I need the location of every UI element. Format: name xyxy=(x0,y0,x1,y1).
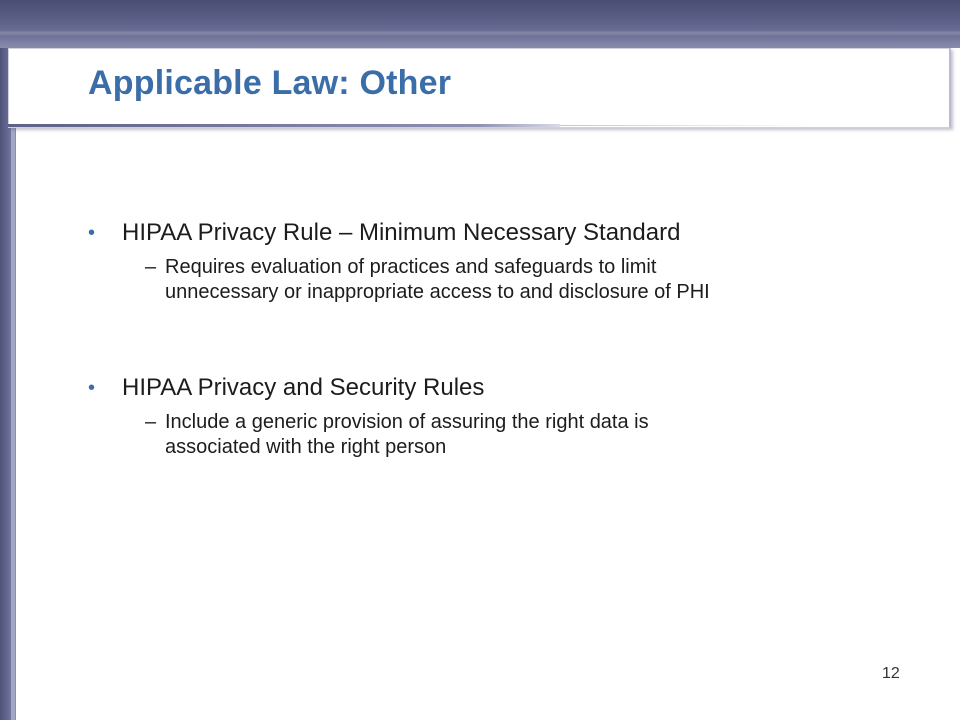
sub-bullet-line: associated with the right person xyxy=(165,436,447,458)
bullet-block xyxy=(88,372,928,460)
bullet-item xyxy=(88,372,928,404)
top-frame-bar xyxy=(0,0,960,48)
page-number: 12 xyxy=(882,665,900,682)
bullet-marker: • xyxy=(88,377,96,399)
title-underline-fade xyxy=(560,125,810,126)
slide-title: Applicable Law: Other xyxy=(88,64,452,102)
sub-bullet-item xyxy=(88,410,928,460)
left-frame-stripe xyxy=(11,125,15,720)
sub-bullet-marker: – xyxy=(145,256,157,278)
sub-bullet-item xyxy=(88,255,928,305)
title-underline xyxy=(8,124,560,127)
bullet-item xyxy=(88,217,928,249)
bullet-text: HIPAA Privacy Rule – Minimum Necessary Standard xyxy=(122,219,681,246)
sub-bullet-line: Requires evaluation of practices and safeguards to limit xyxy=(165,256,657,278)
bullet-text: HIPAA Privacy and Security Rules xyxy=(122,374,485,401)
bullet-block xyxy=(88,217,928,305)
sub-bullet-line: unnecessary or inappropriate access to and disclosure of PHI xyxy=(165,281,710,303)
bullet-marker: • xyxy=(88,222,96,244)
sub-bullet-line: Include a generic provision of assuring the right data is xyxy=(165,411,649,433)
sub-bullet-marker: – xyxy=(145,411,157,433)
top-frame-highlight xyxy=(0,30,960,36)
